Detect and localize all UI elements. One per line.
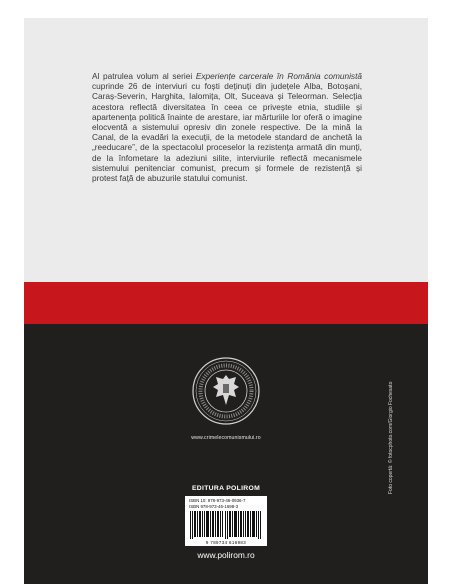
book-back-cover: [24, 18, 428, 584]
institute-seal-icon: [192, 357, 260, 425]
barcode-digits: 9 789734 616983: [205, 540, 247, 545]
isbn-line-1: ISBN 10: 978-973-46-0936-7: [189, 498, 246, 503]
book-description: [92, 71, 362, 183]
publisher-url: www.polirom.ro: [197, 550, 255, 560]
description-lead: Al patrulea volum al seriei: [92, 71, 196, 81]
description-panel: [24, 18, 428, 282]
description-body: cuprinde 26 de interviuri cu foști deținuți din județele Alba, Botoșani, Caraș-Severin, Harghita, Ialomița, Olt, Suceava și Teleorman. Selecția acestora reflectă diversitatea în ceea ce privește etnia, studiile și apartenența politică înainte de arestare, iar mărturiile lor oferă o imagine elocventă a sistemului opresiv din zonele respective. De la mină la Canal, de la evadări la execuții, de la metodele standard de anchetă la „reeducare”, de la spectacolul proceselor la rezistența armată din munți, de la înfometare la adeziuni silite, interviurile reflectă mecanismele sistemului penitenciar comunist, precum și formele de rezistență și protest față de abuzurile statului comunist.: [92, 81, 362, 184]
publisher-name: EDITURA POLIROM: [191, 485, 261, 492]
barcode-bars: [190, 511, 262, 539]
institute-url: www.crimelecomunismului.ro: [191, 435, 261, 441]
series-title: Experiențe carcerale în România comunistă: [195, 71, 362, 81]
photo-credit: Foto copertă: © fotocphoto.com/Giorgio Fochesato: [388, 381, 394, 494]
isbn-line-2: ISBN 978-973-46-1698-3: [189, 504, 239, 509]
red-band: [24, 282, 428, 324]
barcode-block: [185, 496, 267, 546]
dark-panel: [24, 324, 428, 584]
